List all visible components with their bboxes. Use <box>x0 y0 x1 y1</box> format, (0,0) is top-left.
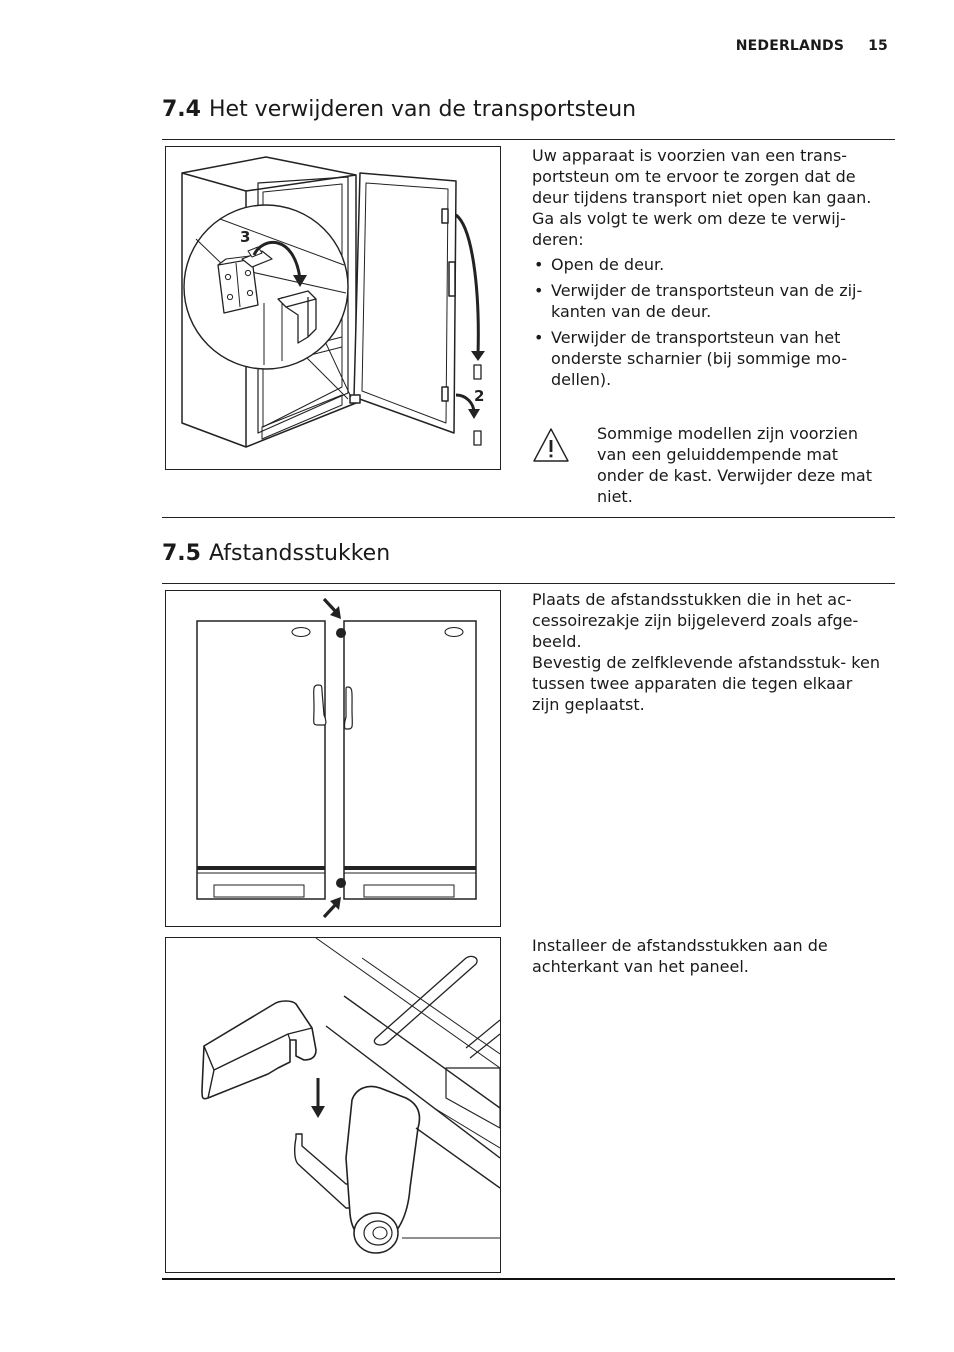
page-number: 15 <box>868 38 888 54</box>
transport-support-figure <box>165 146 501 470</box>
section-rule <box>162 583 895 584</box>
instruction-paragraph: Ga als volgt te werk om deze te verwij- deren: <box>532 209 846 249</box>
list-item: • Open de deur. <box>532 254 884 275</box>
section-number: 7.4 <box>162 97 201 122</box>
list-item: • Verwijder de transportsteun van de zij- kanten van de deur. <box>532 280 884 322</box>
section-number: 7.5 <box>162 541 201 566</box>
section-7-4-text <box>532 145 884 395</box>
section-7-5-back-text <box>532 935 884 977</box>
section-divider <box>162 517 895 518</box>
warning-triangle-icon <box>532 426 570 464</box>
warning-note <box>532 423 884 507</box>
intro-paragraph: Uw apparaat is voorzien van een trans- portsteun om te ervoor te zorgen dat de deur tijdens transport niet open kan gaan. <box>532 146 872 207</box>
section-7-5-heading <box>162 541 390 566</box>
bottom-rule <box>162 1278 895 1280</box>
step-3-label: 3 <box>240 228 251 246</box>
back-panel-paragraph: Installeer de afstandsstukken aan de achterkant van het paneel. <box>532 936 828 976</box>
placement-paragraph: Plaats de afstandsstukken die in het ac- cessoirezakje zijn bijgeleverd zoals afge- beeld. <box>532 590 859 651</box>
spacers-between-appliances-figure <box>165 590 501 927</box>
language-label: NEDERLANDS <box>735 38 845 54</box>
steps-list <box>532 254 884 390</box>
section-7-4-heading <box>162 97 636 122</box>
section-7-5-text <box>532 589 884 715</box>
section-title: Het verwijderen van de transportsteun <box>208 97 637 122</box>
spacer-back-panel-figure <box>165 937 501 1273</box>
adhesive-paragraph: Bevestig de zelfklevende afstandsstuk- ken tussen twee apparaten die tegen elkaar zijn geplaatst. <box>532 653 880 714</box>
warning-text: Sommige modellen zijn voorzien van een geluiddempende mat onder de kast. Verwijder deze mat niet. <box>597 424 873 506</box>
section-rule <box>162 139 895 140</box>
step-2-label: 2 <box>474 387 485 405</box>
section-title: Afstandsstukken <box>208 541 391 566</box>
list-item: • Verwijder de transportsteun van het onderste scharnier (bij sommige mo- dellen). <box>532 327 884 390</box>
page-header <box>736 38 888 54</box>
